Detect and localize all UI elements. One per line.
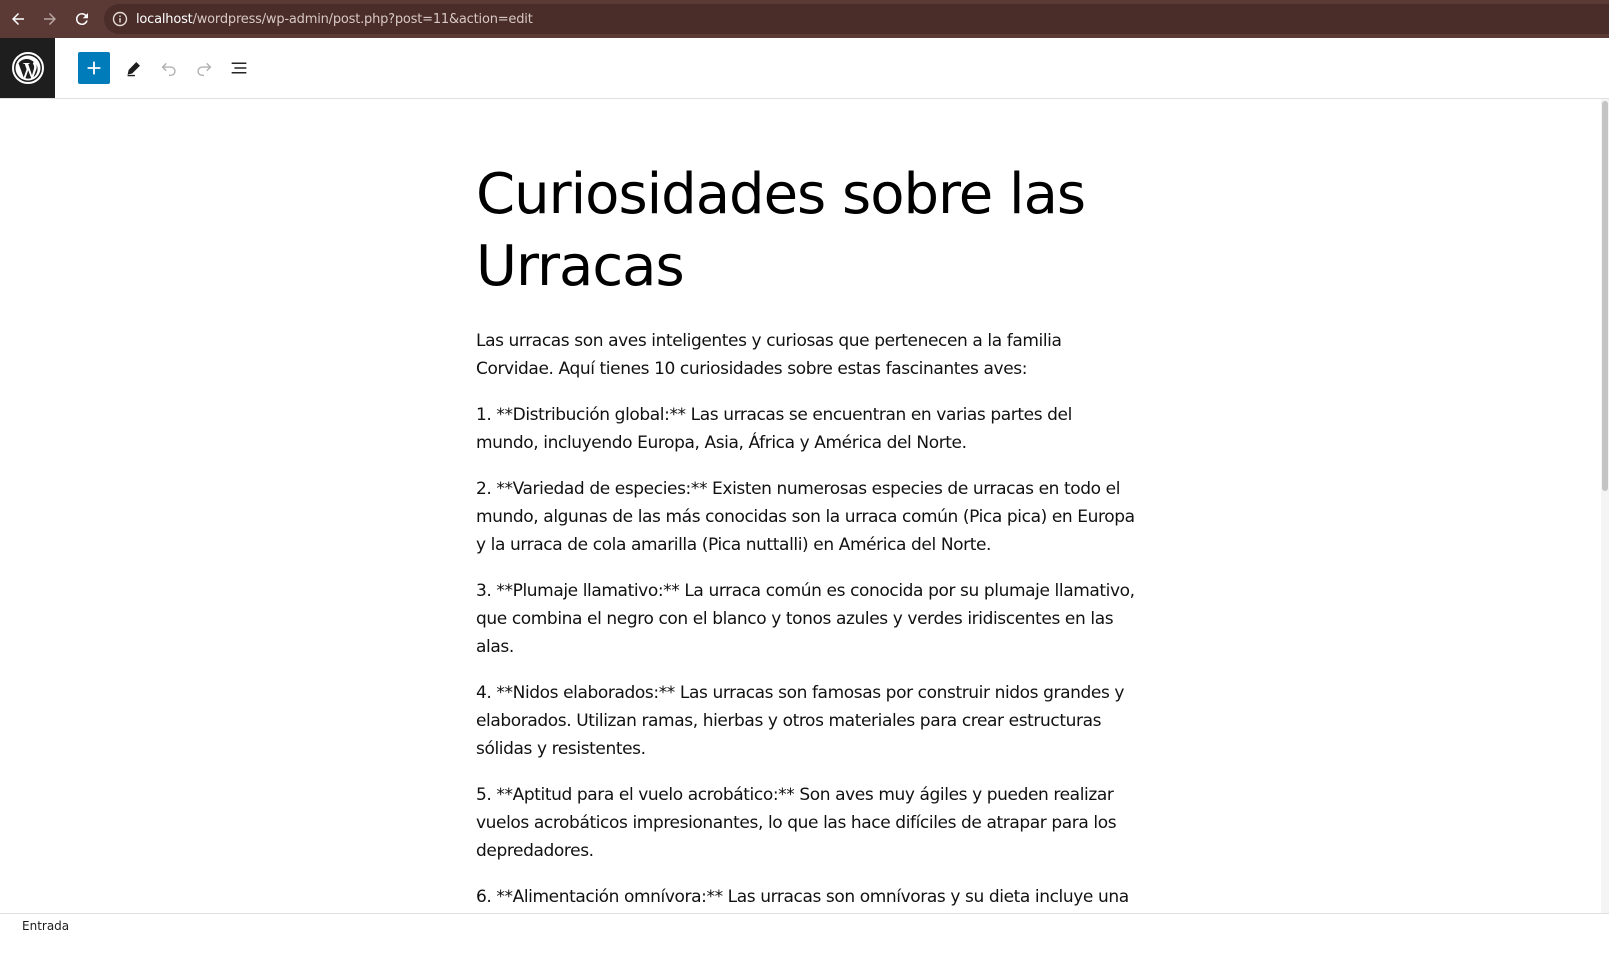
back-button[interactable] <box>4 5 32 33</box>
arrow-right-icon <box>41 10 59 28</box>
url-host: localhost <box>136 11 193 27</box>
reload-button[interactable] <box>68 5 96 33</box>
undo-icon <box>158 57 180 79</box>
undo-button[interactable] <box>153 52 185 84</box>
reload-icon <box>73 10 91 28</box>
wordpress-logo-button[interactable] <box>0 38 55 98</box>
arrow-left-icon <box>9 10 27 28</box>
address-bar[interactable] <box>104 4 1609 34</box>
forward-button[interactable] <box>36 5 64 33</box>
list-view-button[interactable] <box>223 52 255 84</box>
browser-toolbar <box>0 0 1609 38</box>
paragraph-block[interactable]: 1. **Distribución global:** Las urracas se encuentran en varias partes del mundo, incluyendo Europa, Asia, África y América del Norte. <box>476 405 1072 453</box>
url-text <box>136 12 533 27</box>
paragraph-block[interactable]: 3. **Plumaje llamativo:** La urraca común es conocida por su plumaje llamativo, que combina el negro con el blanco y tonos azules y verdes iridiscentes en las alas. <box>476 581 1135 657</box>
wordpress-icon <box>12 52 44 84</box>
paragraph-block[interactable]: 4. **Nidos elaborados:** Las urracas son famosas por construir nidos grandes y elaborados. Utilizan ramas, hierbas y otros materiales para crear estructuras sólidas y resistentes. <box>476 683 1125 759</box>
redo-icon <box>193 57 215 79</box>
list-view-icon <box>228 57 250 79</box>
scrollbar-thumb[interactable] <box>1602 101 1608 491</box>
plus-icon <box>83 57 105 79</box>
block-breadcrumb[interactable]: Entrada <box>22 919 70 933</box>
paragraph-block[interactable]: 2. **Variedad de especies:** Existen numerosas especies de urracas en todo el mundo, algunas de las más conocidas son la urraca común (Pica pica) en Europa y la urraca de cola amarilla (Pica nuttalli) en América del Norte. <box>476 479 1135 555</box>
post-title[interactable]: Curiosidades sobre las Urracas <box>476 162 1086 299</box>
editor-scrollbar[interactable] <box>1601 99 1609 913</box>
add-block-button[interactable] <box>78 52 110 84</box>
redo-button[interactable] <box>188 52 220 84</box>
editor-toolbar <box>0 38 1609 99</box>
paragraph-block[interactable]: 6. **Alimentación omnívora:** Las urracas son omnívoras y su dieta incluye una <box>476 887 1129 907</box>
url-path: /wordpress/wp-admin/post.php?post=11&action=edit <box>192 11 533 27</box>
paragraph-block[interactable]: Las urracas son aves inteligentes y curiosas que pertenecen a la familia Corvidae. Aquí tienes 10 curiosidades sobre estas fascinantes aves: <box>476 331 1062 379</box>
editor-canvas <box>0 99 1609 913</box>
post-content <box>476 159 1136 939</box>
paragraph-block[interactable]: 5. **Aptitud para el vuelo acrobático:** Son aves muy ágiles y pueden realizar vuelos acrobáticos impresionantes, lo que las hace difíciles de atrapar para los depredadores. <box>476 785 1117 861</box>
editor-footer <box>0 913 1609 959</box>
tools-button[interactable] <box>118 52 150 84</box>
pencil-icon <box>123 57 145 79</box>
info-icon[interactable] <box>112 11 128 27</box>
